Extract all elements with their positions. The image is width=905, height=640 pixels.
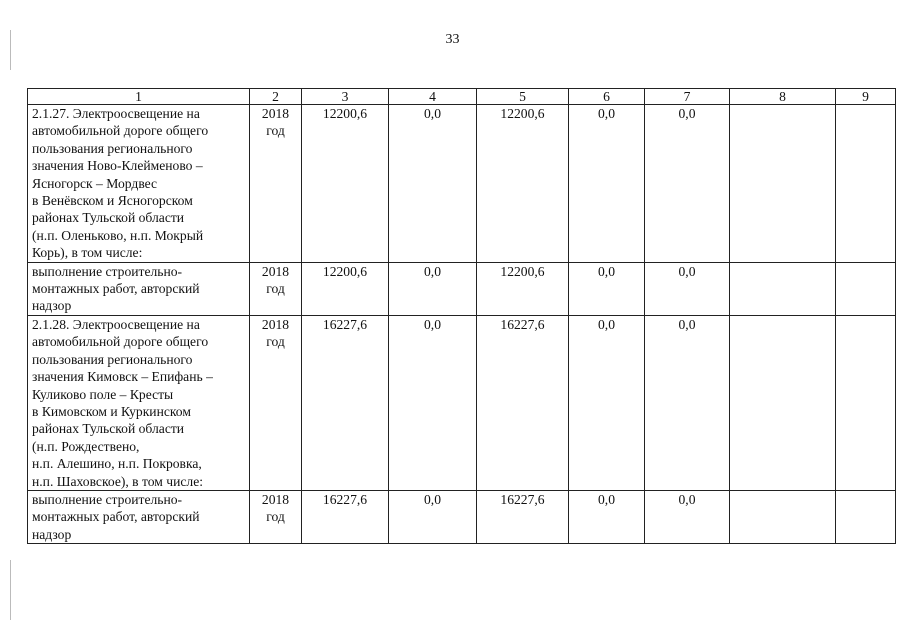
value-col6: 0,0 <box>569 262 645 315</box>
value-col6: 0,0 <box>569 490 645 543</box>
item-description: выполнение строительно- монтажных работ, авторский надзор <box>28 262 250 315</box>
value-col8 <box>730 262 836 315</box>
value-col5: 12200,6 <box>477 105 569 263</box>
value-col3: 12200,6 <box>302 262 389 315</box>
col-header-4: 4 <box>389 89 477 105</box>
value-col6: 0,0 <box>569 105 645 263</box>
year-cell: 2018 год <box>250 490 302 543</box>
value-col7: 0,0 <box>645 490 730 543</box>
value-col8 <box>730 105 836 263</box>
left-margin-line-lower <box>10 560 11 620</box>
value-col4: 0,0 <box>389 105 477 263</box>
col-header-5: 5 <box>477 89 569 105</box>
year-cell: 2018 год <box>250 105 302 263</box>
value-col4: 0,0 <box>389 262 477 315</box>
value-col6: 0,0 <box>569 315 645 490</box>
column-number-row <box>28 89 896 105</box>
year-cell: 2018 год <box>250 262 302 315</box>
budget-table <box>27 88 896 544</box>
value-col9 <box>836 262 896 315</box>
value-col5: 16227,6 <box>477 490 569 543</box>
value-col5: 12200,6 <box>477 262 569 315</box>
value-col8 <box>730 315 836 490</box>
value-col3: 12200,6 <box>302 105 389 263</box>
table-row <box>28 105 896 263</box>
item-description: 2.1.27. Электроосвещение на автомобильной дороге общего пользования регионального значения Ново-Клейменово – Ясногорск – Мордвес в Венёвском и Ясногорском районах Тульской области (н.п. Оленьково, н.п. Мокрый Корь), в том числе: <box>28 105 250 263</box>
value-col7: 0,0 <box>645 105 730 263</box>
table-row <box>28 490 896 543</box>
table-row <box>28 262 896 315</box>
col-header-2: 2 <box>250 89 302 105</box>
col-header-3: 3 <box>302 89 389 105</box>
value-col4: 0,0 <box>389 490 477 543</box>
year-cell: 2018 год <box>250 315 302 490</box>
value-col9 <box>836 490 896 543</box>
table-row <box>28 315 896 490</box>
item-description: выполнение строительно- монтажных работ, авторский надзор <box>28 490 250 543</box>
col-header-6: 6 <box>569 89 645 105</box>
item-description: 2.1.28. Электроосвещение на автомобильной дороге общего пользования регионального значения Кимовск – Епифань – Куликово поле – Кресты в Кимовском и Куркинском районах Тульской области (н.п. Рождествено, н.п. Алешино, н.п. Покровка, н.п. Шаховское), в том числе: <box>28 315 250 490</box>
value-col7: 0,0 <box>645 262 730 315</box>
page-number: 33 <box>445 32 460 47</box>
value-col9 <box>836 315 896 490</box>
value-col3: 16227,6 <box>302 490 389 543</box>
col-header-1: 1 <box>28 89 250 105</box>
value-col5: 16227,6 <box>477 315 569 490</box>
value-col9 <box>836 105 896 263</box>
col-header-7: 7 <box>645 89 730 105</box>
col-header-8: 8 <box>730 89 836 105</box>
col-header-9: 9 <box>836 89 896 105</box>
value-col8 <box>730 490 836 543</box>
value-col7: 0,0 <box>645 315 730 490</box>
value-col3: 16227,6 <box>302 315 389 490</box>
value-col4: 0,0 <box>389 315 477 490</box>
